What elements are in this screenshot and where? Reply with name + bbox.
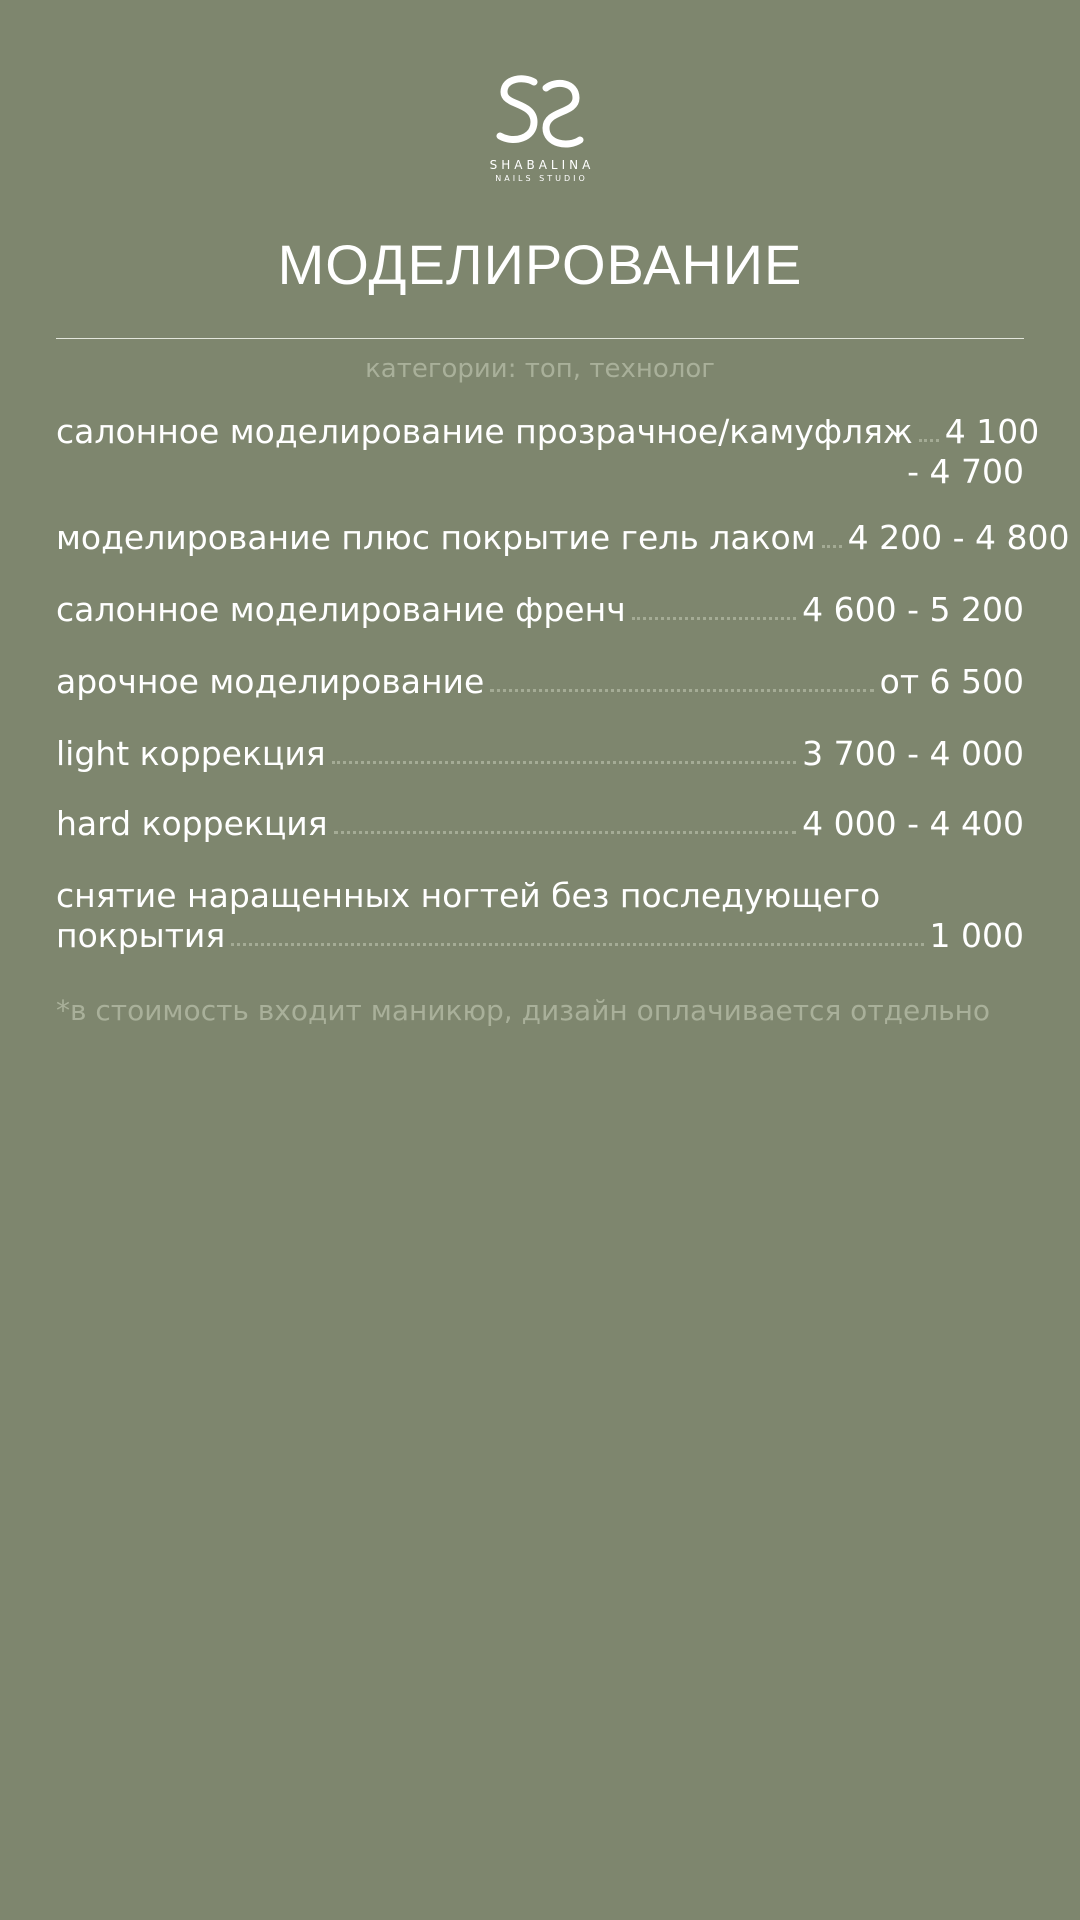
list-item bbox=[56, 876, 1024, 956]
service-name: hard коррекция bbox=[56, 804, 328, 843]
logo-subtitle: NAILS STUDIO bbox=[495, 174, 588, 183]
service-name-line2: покрытия bbox=[56, 916, 226, 955]
service-price: 4 600 - 5 200 bbox=[802, 590, 1024, 629]
page-title: МОДЕЛИРОВАНИЕ bbox=[277, 233, 803, 296]
list-item bbox=[56, 662, 1024, 702]
dot-leader bbox=[332, 761, 797, 764]
dot-leader bbox=[919, 439, 939, 442]
list-item bbox=[56, 804, 1024, 844]
dot-leader bbox=[231, 943, 923, 946]
dot-leader bbox=[490, 689, 873, 692]
categories-label: категории: топ, технолог bbox=[365, 354, 715, 384]
footnote: *в стоимость входит маникюр, дизайн оплачивается отдельно bbox=[56, 994, 991, 1027]
logo-name: SHABALINA bbox=[489, 158, 595, 172]
dot-leader bbox=[822, 545, 842, 548]
list-item bbox=[56, 590, 1024, 630]
service-price: 4 100 bbox=[944, 412, 1040, 451]
list-item bbox=[56, 518, 1070, 558]
service-name: light коррекция bbox=[56, 734, 326, 773]
service-price: 4 200 - 4 800 bbox=[847, 518, 1070, 557]
dot-leader bbox=[632, 617, 796, 620]
divider bbox=[56, 338, 1024, 339]
service-name: моделирование плюс покрытие гель лаком bbox=[56, 518, 816, 557]
dot-leader bbox=[334, 831, 797, 834]
service-name: салонное моделирование прозрачное/камуфляж bbox=[56, 412, 913, 451]
service-name-line1: снятие наращенных ногтей без последующего bbox=[56, 876, 881, 915]
service-name: арочное моделирование bbox=[56, 662, 485, 701]
service-price-continued: - 4 700 bbox=[907, 452, 1024, 491]
studio-logo bbox=[0, 72, 1080, 183]
service-price: от 6 500 bbox=[879, 662, 1024, 701]
service-price: 1 000 bbox=[929, 916, 1024, 955]
service-price: 3 700 - 4 000 bbox=[802, 734, 1024, 773]
ss-monogram-icon bbox=[494, 72, 586, 152]
service-price: 4 000 - 4 400 bbox=[802, 804, 1024, 843]
list-item bbox=[56, 734, 1024, 774]
list-item bbox=[56, 412, 1040, 492]
service-name: салонное моделирование френч bbox=[56, 590, 626, 629]
